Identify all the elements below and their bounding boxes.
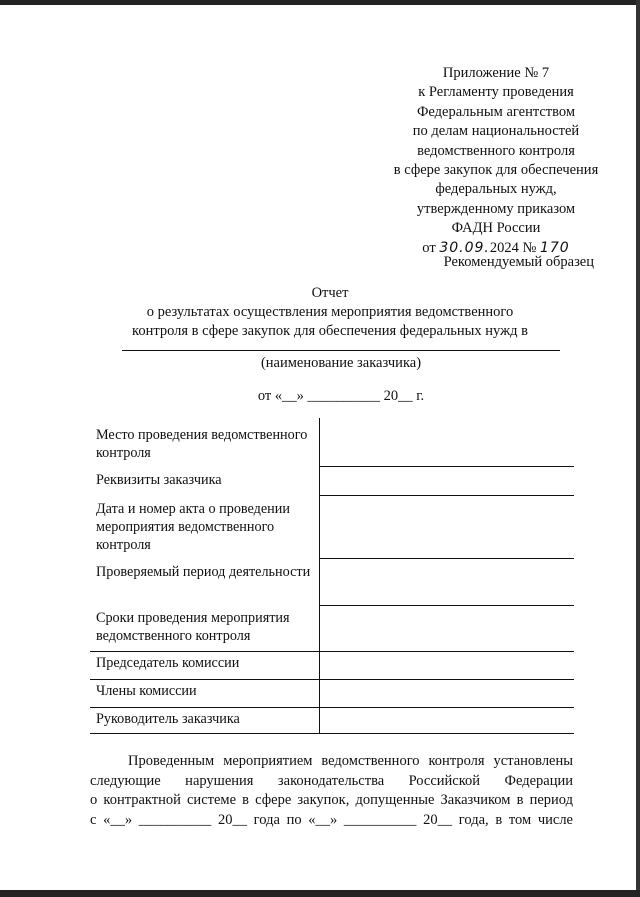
- table-row-label: Проверяемый период деятельности: [96, 564, 311, 580]
- report-table: [90, 418, 574, 734]
- appendix-line: к Регламенту проведения: [418, 84, 574, 101]
- title-line-2: о результатах осуществления мероприятия ведомственного: [146, 304, 514, 320]
- title-line-3: контроля в сфере закупок для обеспечения федеральных нужд в: [132, 323, 528, 339]
- table-row-label: Сроки проведения мероприятия ведомственного контроля: [96, 610, 290, 644]
- appendix-line: ведомственного контроля: [417, 142, 575, 159]
- findings-paragraph: [90, 752, 573, 830]
- appendix-header: [370, 64, 622, 258]
- table-row-divider: [90, 679, 574, 680]
- paragraph-line: следующие нарушения законодательства Российской Федерации: [90, 772, 573, 789]
- appendix-line: Приложение № 7: [442, 65, 550, 81]
- table-row-label: Место проведения ведомственного контроля: [96, 427, 308, 461]
- table-bottom-border: [90, 733, 574, 734]
- recommended-sample-label: Рекомендуемый образец: [443, 254, 594, 270]
- scan-edge-bottom: [0, 890, 640, 897]
- table-row-divider: [319, 558, 574, 559]
- table-row-label: Руководитель заказчика: [96, 711, 240, 727]
- order-date-handwritten: 30.09.: [439, 239, 490, 256]
- table-row-label: Реквизиты заказчика: [96, 472, 222, 488]
- appendix-line: в сфере закупок для обеспечения: [393, 162, 599, 179]
- paragraph-line: с «__» __________ 20__ года по «__» __________ 20__ года, в том числе: [90, 811, 573, 828]
- report-date: от «__» __________ 20__ г.: [257, 388, 425, 404]
- table-row-divider: [319, 605, 574, 606]
- appendix-line: по делам национальностей: [412, 123, 580, 140]
- order-date-prefix: от: [422, 239, 436, 256]
- table-row-divider: [90, 651, 574, 652]
- title-line-1: Отчет: [311, 285, 349, 301]
- scan-edge-right: [636, 0, 640, 897]
- table-row-divider: [319, 466, 574, 467]
- appendix-line: ФАДН России: [451, 220, 541, 237]
- appendix-line: Федеральным агентством: [416, 103, 576, 120]
- order-year: 2024 №: [489, 239, 537, 256]
- scan-edge-top: [0, 0, 640, 5]
- appendix-line: федеральных нужд,: [435, 181, 557, 198]
- table-row-divider: [90, 707, 574, 708]
- table-row-label: Дата и номер акта о проведении мероприятия ведомственного контроля: [96, 501, 290, 553]
- customer-name-line: [122, 350, 560, 351]
- table-row-label: Члены комиссии: [96, 683, 197, 699]
- paragraph-line: Проведенным мероприятием ведомственного контроля установлены: [128, 753, 573, 769]
- report-title: [100, 284, 560, 341]
- table-row-label: Председатель комиссии: [96, 655, 240, 671]
- order-number-handwritten: 170: [539, 239, 570, 256]
- appendix-line: утвержденному приказом: [416, 200, 576, 217]
- customer-caption: (наименование заказчика): [260, 355, 422, 371]
- table-row-divider: [319, 495, 574, 496]
- paragraph-line: о контрактной системе в сфере закупок, допущенные Заказчиком в период: [90, 792, 573, 809]
